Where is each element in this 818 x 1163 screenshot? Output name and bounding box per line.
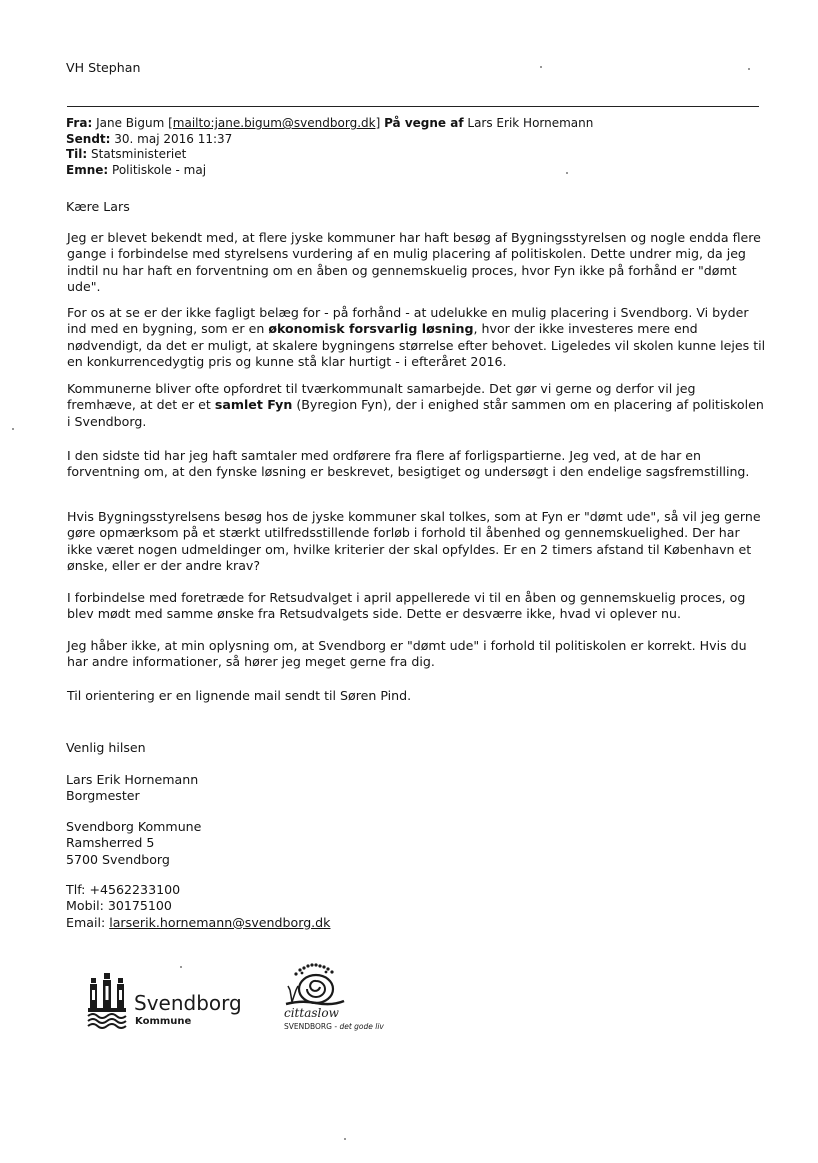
sent-line — [66, 132, 593, 148]
header-separator — [67, 106, 759, 107]
cittaslow-word: cittaslow — [284, 1006, 339, 1020]
signer-name: Lars Erik Hornemann — [66, 772, 199, 787]
bold-phrase-economic: økonomisk forsvarlig løsning — [268, 321, 474, 337]
paragraph-6: I forbindelse med foretræde for Retsudvalget i april appellerede vi til en åben og gennemskuelig proces, og blev mødt med samme ønske fra Retsudvalgets side. Dette er desværre ikke, hvad vi oplever nu. — [67, 590, 746, 622]
svendborg-kommune-logo — [86, 970, 242, 1032]
bold-phrase-fyn: samlet Fyn — [214, 397, 293, 413]
kommune-logo-sub: Kommune — [135, 1016, 192, 1027]
scan-speck — [12, 428, 14, 430]
scan-speck — [180, 966, 182, 968]
signer-title: Borgmester — [66, 788, 140, 804]
from-line — [66, 116, 593, 132]
paragraph-4: I den sidste tid har jeg haft samtaler med ordførere fra flere af forligspartierne. Jeg ved, at de har en forventning om, at den fynske løsning er beskrevet, besigtiget og undersøgt i den endelige sagsfremstilling. — [67, 448, 750, 480]
scan-speck — [344, 1138, 346, 1140]
city: 5700 Svendborg — [66, 851, 170, 867]
greeting: Kære Lars — [66, 199, 130, 214]
paragraph-8: Til orientering er en lignende mail sendt til Søren Pind. — [67, 688, 412, 703]
paragraph-1: Jeg er blevet bekendt med, at flere jyske kommuner har haft besøg af Bygningsstyrelsen og nogle endda flere gange i forbindelse med styrelsens vurdering af en mulig placering af politiskolen. Dette undrer mig, da jeg indtil nu har haft en forventning om en åben og gennemskuelig proces, hvor Fyn ikke på forhånd er "dømt ude". — [67, 230, 761, 295]
contact-block — [66, 882, 330, 931]
scan-speck — [540, 66, 542, 68]
cittaslow-sub: SVENDBORG - det gode liv — [284, 1022, 384, 1031]
to-line — [66, 147, 593, 163]
to-value: Statsministeriet — [91, 147, 187, 162]
signer-email-link[interactable]: larserik.hornemann@svendborg.dk — [109, 914, 331, 930]
on-behalf-name: Lars Erik Hornemann — [467, 116, 594, 130]
from-label: Fra: — [66, 116, 93, 130]
paragraph-3: Kommunerne bliver ofte opfordret til tværkommunalt samarbejde. Det gør vi gerne og derfor vil jeg fremhæve, at det er et samlet Fyn (Byregion Fyn), der i enighed står sammen om en placering af politiskolen i Svendborg. — [67, 381, 764, 429]
closing: Venlig hilsen — [66, 740, 146, 755]
coat-of-arms-icon — [86, 970, 128, 1030]
paragraph-5: Hvis Bygningsstyrelsens besøg hos de jyske kommuner skal tolkes, som at Fyn er "dømt ude", så vil jeg gerne gøre opmærksom på et stærkt utilfredsstillende forløb i forhold til åbenhed og gennemskuelighed. Der har ikke været nogen udmeldinger om, hvilke kriterier der skal opfyldes. Er en 2 timers afstand til København et ønske, eller er der andre krav? — [67, 509, 761, 574]
on-behalf-label: På vegne af — [384, 116, 464, 130]
address-block — [66, 819, 201, 868]
from-email-link[interactable]: [mailto:jane.bigum@svendborg.dk] — [168, 116, 381, 130]
sent-value: 30. maj 2016 11:37 — [114, 131, 233, 146]
subject-label: Emne: — [66, 162, 109, 177]
snail-icon — [282, 960, 352, 1008]
sent-label: Sendt: — [66, 131, 111, 146]
signature-name-block — [66, 772, 198, 805]
subject-line — [66, 163, 593, 179]
from-name: Jane Bigum — [96, 116, 165, 130]
subject-value: Politiskole - maj — [112, 162, 207, 177]
org-name: Svendborg Kommune — [66, 819, 202, 834]
kommune-logo-name: Svendborg — [134, 991, 242, 1015]
paragraph-2: For os at se er der ikke fagligt belæg for - på forhånd - at udelukke en mulig placering i Svendborg. Vi byder ind med en bygning, som er en økonomisk forsvarlig løsning, hvor der ikke investeres mere end nødvendigt, da det er muligt, at skalere bygningens størrelse efter behovet. Ligeledes vil skolen kunne lejes til en konkurrencedygtig pris og kunne stå klar hurtigt - i efteråret 2016. — [67, 305, 766, 370]
mobile-line: Mobil: 30175100 — [66, 898, 172, 914]
recipient-initials: VH Stephan — [66, 60, 141, 75]
email-header — [66, 116, 593, 178]
email-line: Email: larserik.hornemann@svendborg.dk — [66, 914, 331, 930]
phone-number: +4562233100 — [89, 882, 181, 897]
phone-line: Tlf: +4562233100 — [66, 882, 181, 897]
cittaslow-logo — [282, 960, 402, 1035]
scan-speck — [748, 68, 750, 70]
scan-speck — [566, 172, 568, 174]
street: Ramsherred 5 — [66, 835, 155, 851]
mobile-number: 30175100 — [107, 898, 172, 914]
to-label: Til: — [66, 147, 88, 162]
paragraph-7: Jeg håber ikke, at min oplysning om, at Svendborg er "dømt ude" i forhold til politiskolen er korrekt. Hvis du har andre informationer, så hører jeg meget gerne fra dig. — [67, 638, 747, 670]
